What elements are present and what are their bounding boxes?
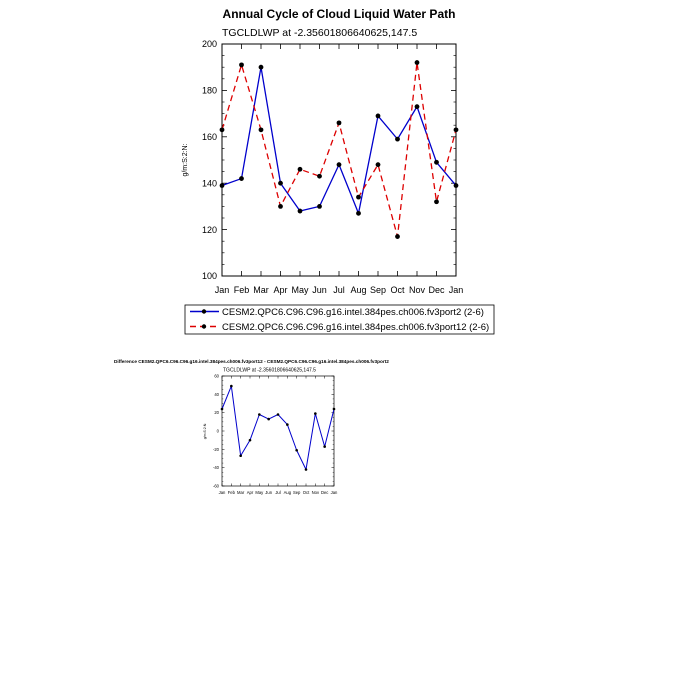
diff-series-1-point (295, 449, 298, 452)
main-series-1-point (298, 209, 303, 214)
main-series-1-point (454, 183, 459, 188)
main-series-1-point (278, 181, 283, 186)
diff-series-1-line (222, 386, 334, 469)
main-xtick-label: Aug (350, 285, 367, 295)
main-series-1-point (376, 114, 381, 119)
diff-series-1-point (230, 385, 233, 388)
main-series-2-point (298, 167, 303, 172)
main-chart-plot (202, 39, 463, 295)
diff-xtick-label: Jun (265, 490, 273, 495)
diff-xtick-label: Jan (218, 490, 226, 495)
diff-series-1-point (249, 439, 252, 442)
legend-label-series-1: CESM2.QPC6.C96.C96.g16.intel.384pes.ch006.fv3port2 (2-6) (222, 307, 484, 318)
diff-xtick-label: Jan (330, 490, 338, 495)
diff-ytick-label: 0 (216, 428, 219, 434)
legend-label-series-2: CESM2.QPC6.C96.C96.g16.intel.384pes.ch006.fv3port12 (2-6) (222, 322, 490, 333)
main-ytick-label: 180 (201, 85, 217, 96)
main-series-1-point (395, 137, 400, 142)
main-ytick-label: 140 (201, 178, 217, 189)
main-series-2-point (376, 162, 381, 167)
main-series-2-point (434, 199, 439, 204)
main-series-2-point (415, 60, 420, 65)
main-series-1-point (317, 204, 322, 209)
diff-xtick-label: Oct (302, 490, 310, 495)
main-series-1-point (259, 65, 264, 70)
diff-ytick-label: 40 (214, 391, 219, 397)
main-series-1-point (356, 211, 361, 216)
main-series-2-point (278, 204, 283, 209)
main-xtick-label: Apr (273, 285, 288, 295)
main-series-2-point (239, 62, 244, 67)
diff-series-1-point (239, 454, 242, 457)
diff-series-1-point (221, 408, 224, 411)
diff-series-1-point (305, 468, 308, 471)
diff-xtick-label: Apr (246, 490, 254, 495)
diff-series-1-point (267, 418, 270, 421)
diff-ytick-label: -60 (212, 483, 219, 489)
main-chart-ylabel: g/m:S:2:N: (182, 143, 189, 177)
diff-series-1-point (323, 445, 326, 448)
main-ytick-label: 100 (201, 271, 217, 282)
main-chart-legend (185, 305, 494, 334)
diff-chart-plot (213, 373, 338, 495)
main-series-1-point (337, 162, 342, 167)
main-series-2-point (356, 195, 361, 200)
diff-chart-subtitle: TGCLDLWP at -2.35601806640625,147.5 (223, 367, 316, 374)
diff-xtick-label: Dec (320, 490, 329, 495)
main-series-1-point (220, 183, 225, 188)
main-xtick-label: Dec (428, 285, 445, 295)
main-xtick-label: Sep (369, 285, 387, 295)
diff-series-1-point (258, 413, 261, 416)
main-xtick-label: Oct (390, 285, 405, 295)
diff-series-1-point (277, 413, 280, 416)
diff-ytick-label: 60 (214, 373, 219, 379)
main-ytick-label: 160 (201, 131, 217, 142)
main-ytick-label: 200 (201, 39, 217, 50)
main-xtick-label: Jul (333, 285, 345, 295)
main-series-2-point (317, 174, 322, 179)
main-xtick-label: Jan (448, 285, 464, 295)
diff-chart-title: Difference CESM2.QPC6.C96.C96.g16.intel.384pes.ch006.fv3port12 - CESM2.QPC6.C96.C96.g16.intel.384pes.ch006.fv3port2 (114, 359, 389, 364)
diff-xtick-label: Mar (237, 490, 245, 495)
main-series-2-point (259, 127, 264, 132)
main-xtick-label: May (291, 285, 309, 295)
diff-xtick-label: May (255, 490, 264, 495)
main-xtick-label: Jun (312, 285, 327, 295)
main-chart-title: Annual Cycle of Cloud Liquid Water Path (222, 7, 456, 21)
diff-xtick-label: Jul (275, 490, 281, 495)
main-plot-frame (222, 44, 456, 276)
diff-xtick-label: Feb (227, 490, 235, 495)
diff-xtick-label: Nov (311, 490, 320, 495)
main-xtick-label: Jan (214, 285, 230, 295)
main-ytick-label: 120 (201, 224, 217, 235)
main-xtick-label: Feb (233, 285, 250, 295)
legend-marker-series-1 (202, 309, 206, 313)
main-series-1-point (415, 104, 420, 109)
legend-marker-series-2 (202, 324, 206, 328)
main-series-2-point (337, 120, 342, 125)
diff-series-1-point (333, 408, 336, 411)
diff-ytick-label: -20 (212, 446, 219, 452)
main-series-2-point (395, 234, 400, 239)
diff-ytick-label: -40 (212, 465, 219, 471)
diff-series-1-point (314, 412, 317, 415)
diff-xtick-label: Sep (292, 490, 301, 495)
main-chart-subtitle: TGCLDLWP at -2.35601806640625,147.5 (222, 27, 418, 39)
main-xtick-label: Nov (408, 285, 426, 295)
diff-plot-frame (222, 376, 334, 486)
main-series-2-point (220, 127, 225, 132)
main-series-2-point (454, 127, 459, 132)
main-xtick-label: Mar (253, 285, 269, 295)
diff-ytick-label: 20 (214, 410, 219, 416)
main-series-1-point (239, 176, 244, 181)
diff-chart-ylabel: g/m:S:2:N: (203, 422, 207, 440)
diff-xtick-label: Aug (283, 490, 292, 495)
main-series-1-point (434, 160, 439, 165)
diff-series-1-point (286, 423, 289, 426)
